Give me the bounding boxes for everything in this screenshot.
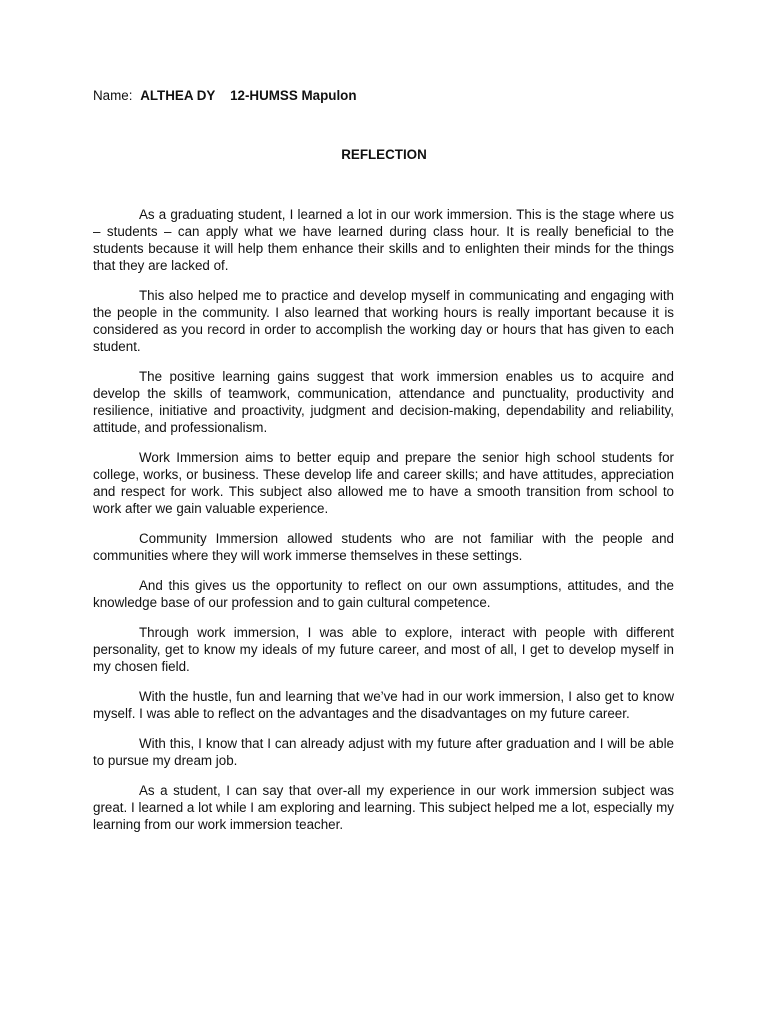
student-info-line <box>93 87 357 104</box>
paragraph: Work Immersion aims to better equip and prepare the senior high school students for college, works, or business. These develop life and career skills; and have attitudes, appreciation and respect for work. This subject also allowed me to have a smooth transition from school to work after we gain valuable experience. <box>93 450 674 516</box>
document-title: REFLECTION <box>341 147 427 162</box>
reflection-body <box>93 206 674 846</box>
name-label: Name: <box>93 88 133 103</box>
paragraph: As a graduating student, I learned a lot in our work immersion. This is the stage where us – students – can apply what we have learned during class hour. It is really beneficial to the students because it will help them enhance their skills and to enlighten their minds for the things that they are lacked of. <box>93 207 674 273</box>
paragraph: As a student, I can say that over-all my experience in our work immersion subject was great. I learned a lot while I am exploring and learning. This subject helped me a lot, especially my learning from our work immersion teacher. <box>93 783 674 832</box>
student-section: 12-HUMSS Mapulon <box>230 88 357 103</box>
paragraph: This also helped me to practice and develop myself in communicating and engaging with the people in the community. I also learned that working hours is really important because it is considered as you record in order to accomplish the working day or hours that has given to each student. <box>93 288 674 354</box>
paragraph: With the hustle, fun and learning that we’ve had in our work immersion, I also get to know myself. I was able to reflect on the advantages and the disadvantages on my future career. <box>93 689 674 721</box>
paragraph: Through work immersion, I was able to explore, interact with people with different personality, get to know my ideals of my future career, and most of all, I get to develop myself in my chosen field. <box>93 625 674 674</box>
paragraph: And this gives us the opportunity to reflect on our own assumptions, attitudes, and the knowledge base of our profession and to gain cultural competence. <box>93 578 674 610</box>
paragraph: With this, I know that I can already adjust with my future after graduation and I will be able to pursue my dream job. <box>93 736 674 768</box>
student-name: ALTHEA DY <box>140 88 216 103</box>
paragraph: Community Immersion allowed students who are not familiar with the people and communities where they will work immerse themselves in these settings. <box>93 531 674 563</box>
paragraph: The positive learning gains suggest that work immersion enables us to acquire and develop the skills of teamwork, communication, attendance and punctuality, productivity and resilience, initiative and proactivity, judgment and decision-making, dependability and reliability, attitude, and professionalism. <box>93 369 674 435</box>
